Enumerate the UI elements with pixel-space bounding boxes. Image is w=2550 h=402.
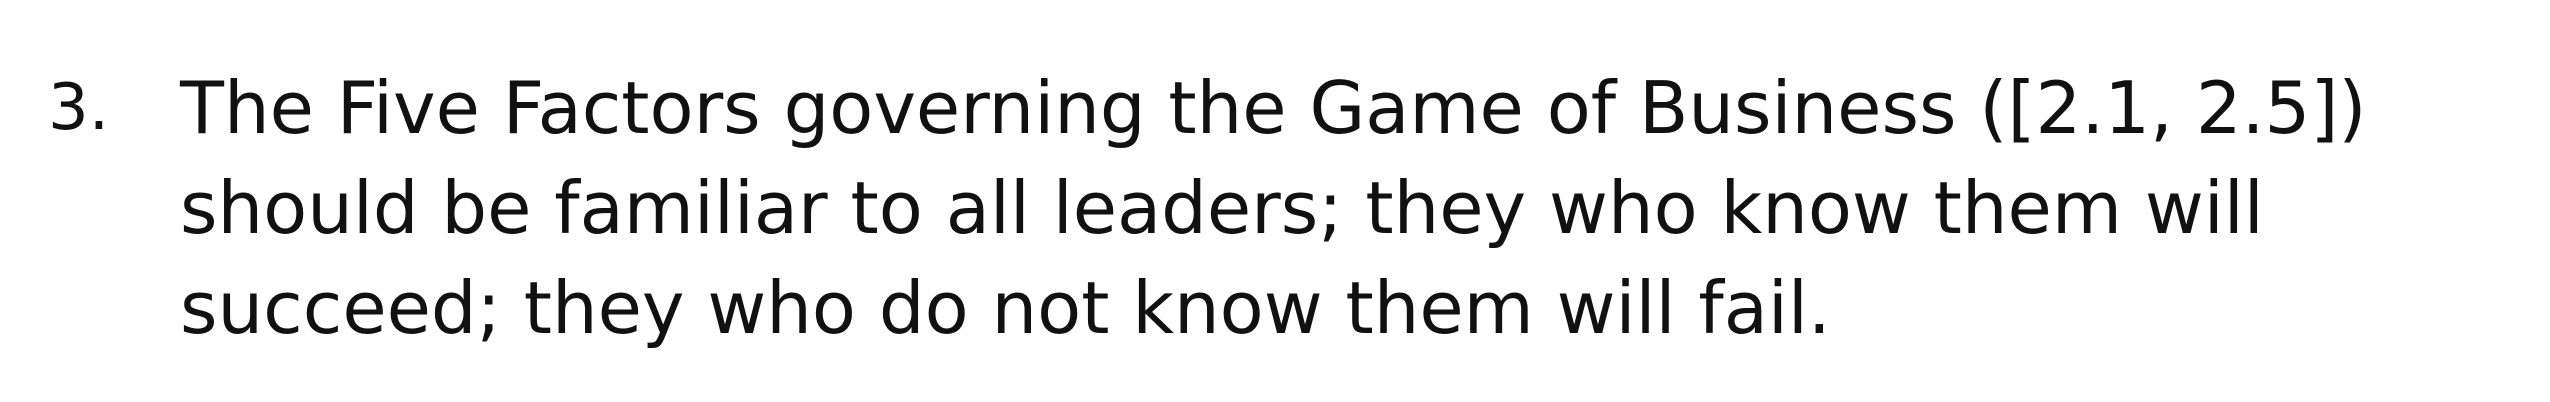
list-item-number: 3. [48,71,110,145]
list-item-text [180,58,2500,358]
text-line-3: succeed; they who do not know them will fail. [180,266,1831,350]
text-line-2: should be familiar to all leaders; they who know them will [180,166,2264,250]
text-line-1: The Five Factors governing the Game of Business ([2.1, 2.5]) [180,66,2367,150]
